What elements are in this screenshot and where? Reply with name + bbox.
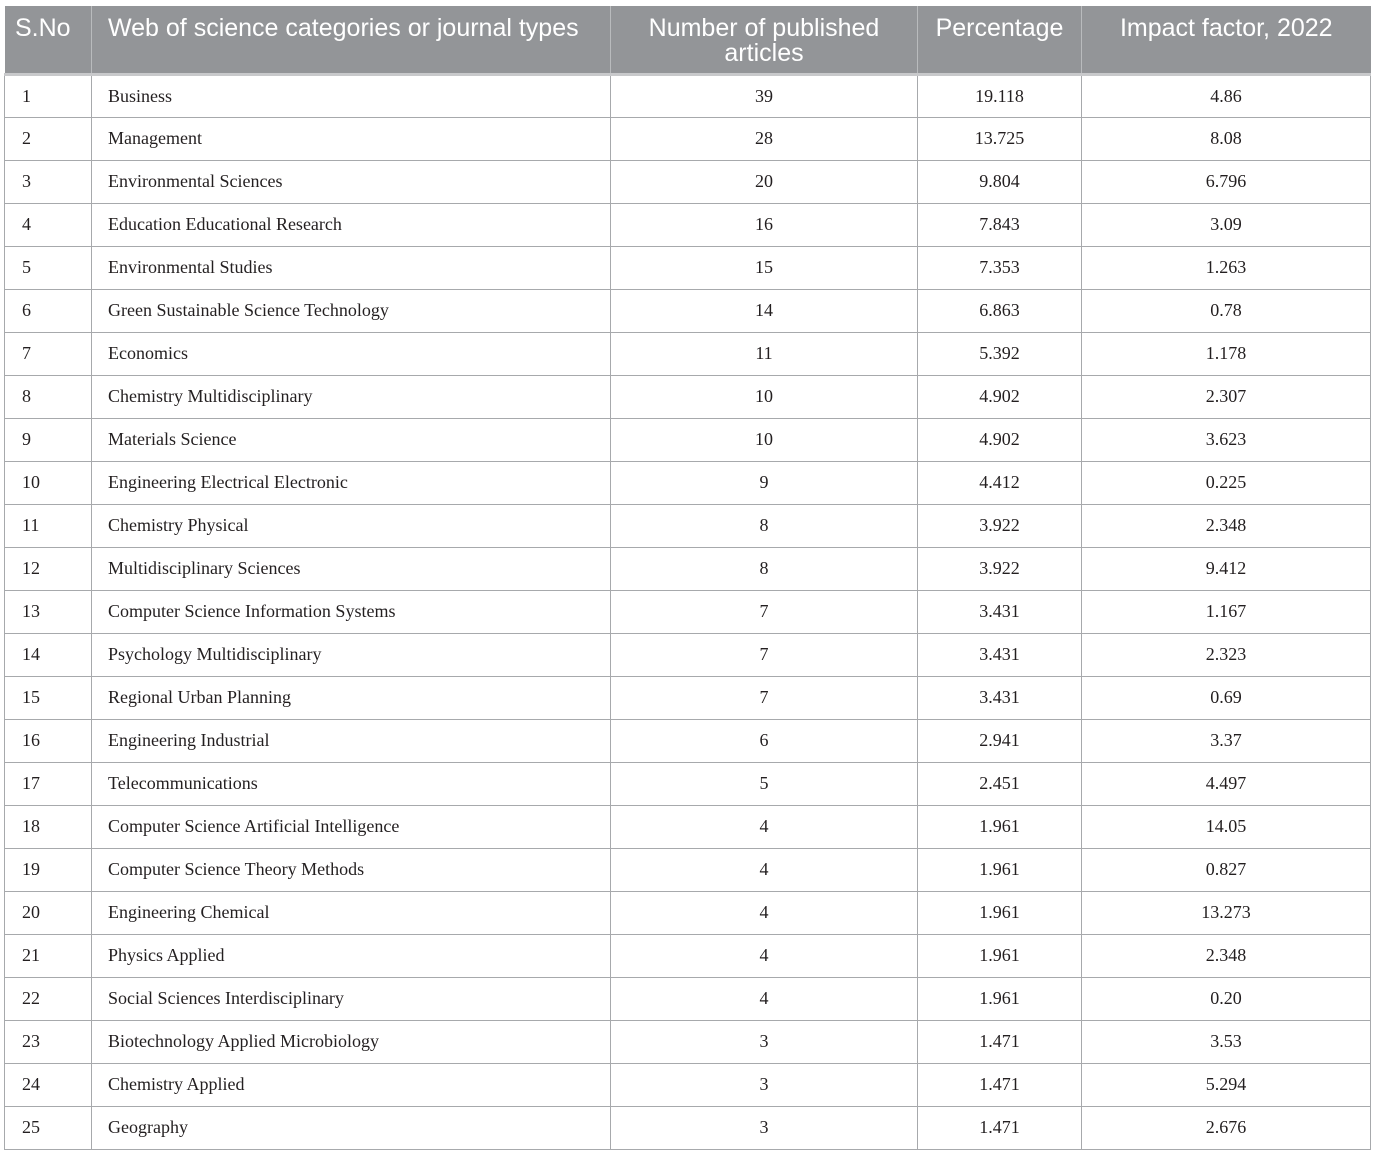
table-row: [5, 504, 1371, 547]
cell-sno: 20: [5, 891, 92, 934]
cell-articles: 3: [611, 1020, 918, 1063]
cell-articles: 14: [611, 289, 918, 332]
cell-sno: 6: [5, 289, 92, 332]
cell-impact-factor: 4.497: [1082, 762, 1371, 805]
table-row: [5, 160, 1371, 203]
cell-category: Psychology Multidisciplinary: [92, 633, 611, 676]
cell-sno: 24: [5, 1063, 92, 1106]
cell-impact-factor: 14.05: [1082, 805, 1371, 848]
cell-percentage: 4.412: [918, 461, 1082, 504]
cell-articles: 8: [611, 547, 918, 590]
header-row: [5, 6, 1371, 74]
cell-sno: 23: [5, 1020, 92, 1063]
cell-percentage: 3.431: [918, 633, 1082, 676]
cell-sno: 15: [5, 676, 92, 719]
cell-sno: 9: [5, 418, 92, 461]
table-row: [5, 203, 1371, 246]
table-row: [5, 805, 1371, 848]
cell-articles: 9: [611, 461, 918, 504]
cell-articles: 4: [611, 977, 918, 1020]
cell-percentage: 3.431: [918, 590, 1082, 633]
cell-articles: 28: [611, 117, 918, 160]
cell-impact-factor: 3.623: [1082, 418, 1371, 461]
cell-impact-factor: 2.348: [1082, 504, 1371, 547]
cell-articles: 7: [611, 676, 918, 719]
cell-articles: 6: [611, 719, 918, 762]
table-row: [5, 891, 1371, 934]
cell-impact-factor: 1.167: [1082, 590, 1371, 633]
cell-percentage: 1.471: [918, 1106, 1082, 1149]
cell-percentage: 3.431: [918, 676, 1082, 719]
cell-articles: 8: [611, 504, 918, 547]
table-row: [5, 676, 1371, 719]
cell-impact-factor: 0.20: [1082, 977, 1371, 1020]
cell-category: Environmental Sciences: [92, 160, 611, 203]
cell-category: Business: [92, 74, 611, 117]
cell-percentage: 1.961: [918, 977, 1082, 1020]
header-impact-factor: Impact factor, 2022: [1082, 6, 1371, 74]
cell-impact-factor: 2.676: [1082, 1106, 1371, 1149]
cell-sno: 12: [5, 547, 92, 590]
cell-percentage: 1.471: [918, 1020, 1082, 1063]
cell-category: Biotechnology Applied Microbiology: [92, 1020, 611, 1063]
table-row: [5, 719, 1371, 762]
cell-impact-factor: 4.86: [1082, 74, 1371, 117]
cell-impact-factor: 0.69: [1082, 676, 1371, 719]
cell-percentage: 1.961: [918, 891, 1082, 934]
cell-category: Chemistry Multidisciplinary: [92, 375, 611, 418]
cell-percentage: 4.902: [918, 418, 1082, 461]
cell-articles: 4: [611, 848, 918, 891]
table-row: [5, 1063, 1371, 1106]
cell-articles: 4: [611, 805, 918, 848]
table-row: [5, 1020, 1371, 1063]
header-category: Web of science categories or journal types: [92, 6, 611, 74]
cell-sno: 19: [5, 848, 92, 891]
cell-articles: 4: [611, 934, 918, 977]
table-header: [5, 6, 1371, 74]
table-row: [5, 934, 1371, 977]
cell-percentage: 1.961: [918, 934, 1082, 977]
cell-category: Physics Applied: [92, 934, 611, 977]
table-row: [5, 762, 1371, 805]
cell-sno: 10: [5, 461, 92, 504]
cell-impact-factor: 9.412: [1082, 547, 1371, 590]
cell-category: Management: [92, 117, 611, 160]
cell-sno: 4: [5, 203, 92, 246]
cell-category: Economics: [92, 332, 611, 375]
table-row: [5, 117, 1371, 160]
cell-impact-factor: 13.273: [1082, 891, 1371, 934]
cell-category: Chemistry Physical: [92, 504, 611, 547]
cell-articles: 16: [611, 203, 918, 246]
table-row: [5, 332, 1371, 375]
cell-category: Green Sustainable Science Technology: [92, 289, 611, 332]
cell-articles: 39: [611, 74, 918, 117]
cell-category: Computer Science Artificial Intelligence: [92, 805, 611, 848]
cell-impact-factor: 1.178: [1082, 332, 1371, 375]
cell-articles: 7: [611, 633, 918, 676]
cell-articles: 10: [611, 375, 918, 418]
table-row: [5, 547, 1371, 590]
cell-articles: 3: [611, 1106, 918, 1149]
cell-articles: 4: [611, 891, 918, 934]
cell-impact-factor: 3.53: [1082, 1020, 1371, 1063]
cell-percentage: 9.804: [918, 160, 1082, 203]
cell-sno: 13: [5, 590, 92, 633]
cell-percentage: 1.961: [918, 805, 1082, 848]
cell-percentage: 3.922: [918, 504, 1082, 547]
cell-category: Education Educational Research: [92, 203, 611, 246]
table-row: [5, 418, 1371, 461]
cell-sno: 1: [5, 74, 92, 117]
cell-percentage: 1.471: [918, 1063, 1082, 1106]
cell-sno: 14: [5, 633, 92, 676]
table-row: [5, 977, 1371, 1020]
cell-impact-factor: 2.348: [1082, 934, 1371, 977]
cell-sno: 11: [5, 504, 92, 547]
cell-impact-factor: 5.294: [1082, 1063, 1371, 1106]
cell-impact-factor: 3.37: [1082, 719, 1371, 762]
cell-category: Computer Science Theory Methods: [92, 848, 611, 891]
cell-impact-factor: 0.827: [1082, 848, 1371, 891]
cell-category: Telecommunications: [92, 762, 611, 805]
cell-percentage: 2.451: [918, 762, 1082, 805]
cell-percentage: 4.902: [918, 375, 1082, 418]
cell-category: Engineering Industrial: [92, 719, 611, 762]
cell-sno: 22: [5, 977, 92, 1020]
cell-category: Computer Science Information Systems: [92, 590, 611, 633]
cell-percentage: 7.843: [918, 203, 1082, 246]
table-row: [5, 74, 1371, 117]
cell-sno: 17: [5, 762, 92, 805]
categories-table: [4, 6, 1371, 1150]
table-row: [5, 633, 1371, 676]
cell-articles: 20: [611, 160, 918, 203]
cell-impact-factor: 0.225: [1082, 461, 1371, 504]
cell-percentage: 6.863: [918, 289, 1082, 332]
table-row: [5, 1106, 1371, 1149]
table-row: [5, 289, 1371, 332]
cell-percentage: 13.725: [918, 117, 1082, 160]
cell-sno: 16: [5, 719, 92, 762]
header-articles: Number of published articles: [611, 6, 918, 74]
cell-category: Social Sciences Interdisciplinary: [92, 977, 611, 1020]
cell-sno: 5: [5, 246, 92, 289]
table-row: [5, 590, 1371, 633]
cell-impact-factor: 8.08: [1082, 117, 1371, 160]
table-row: [5, 848, 1371, 891]
cell-impact-factor: 6.796: [1082, 160, 1371, 203]
cell-percentage: 3.922: [918, 547, 1082, 590]
cell-sno: 25: [5, 1106, 92, 1149]
table-row: [5, 246, 1371, 289]
table-row: [5, 461, 1371, 504]
cell-articles: 7: [611, 590, 918, 633]
header-sno: S.No: [5, 6, 92, 74]
cell-impact-factor: 3.09: [1082, 203, 1371, 246]
cell-articles: 11: [611, 332, 918, 375]
cell-impact-factor: 2.307: [1082, 375, 1371, 418]
cell-sno: 2: [5, 117, 92, 160]
cell-impact-factor: 2.323: [1082, 633, 1371, 676]
table-row: [5, 375, 1371, 418]
table-body: [5, 74, 1371, 1149]
cell-category: Regional Urban Planning: [92, 676, 611, 719]
cell-articles: 3: [611, 1063, 918, 1106]
cell-percentage: 7.353: [918, 246, 1082, 289]
cell-sno: 8: [5, 375, 92, 418]
cell-category: Engineering Chemical: [92, 891, 611, 934]
cell-sno: 21: [5, 934, 92, 977]
cell-category: Engineering Electrical Electronic: [92, 461, 611, 504]
cell-sno: 3: [5, 160, 92, 203]
cell-percentage: 5.392: [918, 332, 1082, 375]
cell-percentage: 2.941: [918, 719, 1082, 762]
cell-percentage: 19.118: [918, 74, 1082, 117]
header-percentage: Percentage: [918, 6, 1082, 74]
cell-impact-factor: 0.78: [1082, 289, 1371, 332]
cell-category: Geography: [92, 1106, 611, 1149]
cell-impact-factor: 1.263: [1082, 246, 1371, 289]
cell-percentage: 1.961: [918, 848, 1082, 891]
cell-articles: 10: [611, 418, 918, 461]
cell-articles: 5: [611, 762, 918, 805]
cell-articles: 15: [611, 246, 918, 289]
cell-sno: 7: [5, 332, 92, 375]
cell-category: Chemistry Applied: [92, 1063, 611, 1106]
cell-category: Environmental Studies: [92, 246, 611, 289]
cell-category: Materials Science: [92, 418, 611, 461]
cell-sno: 18: [5, 805, 92, 848]
cell-category: Multidisciplinary Sciences: [92, 547, 611, 590]
